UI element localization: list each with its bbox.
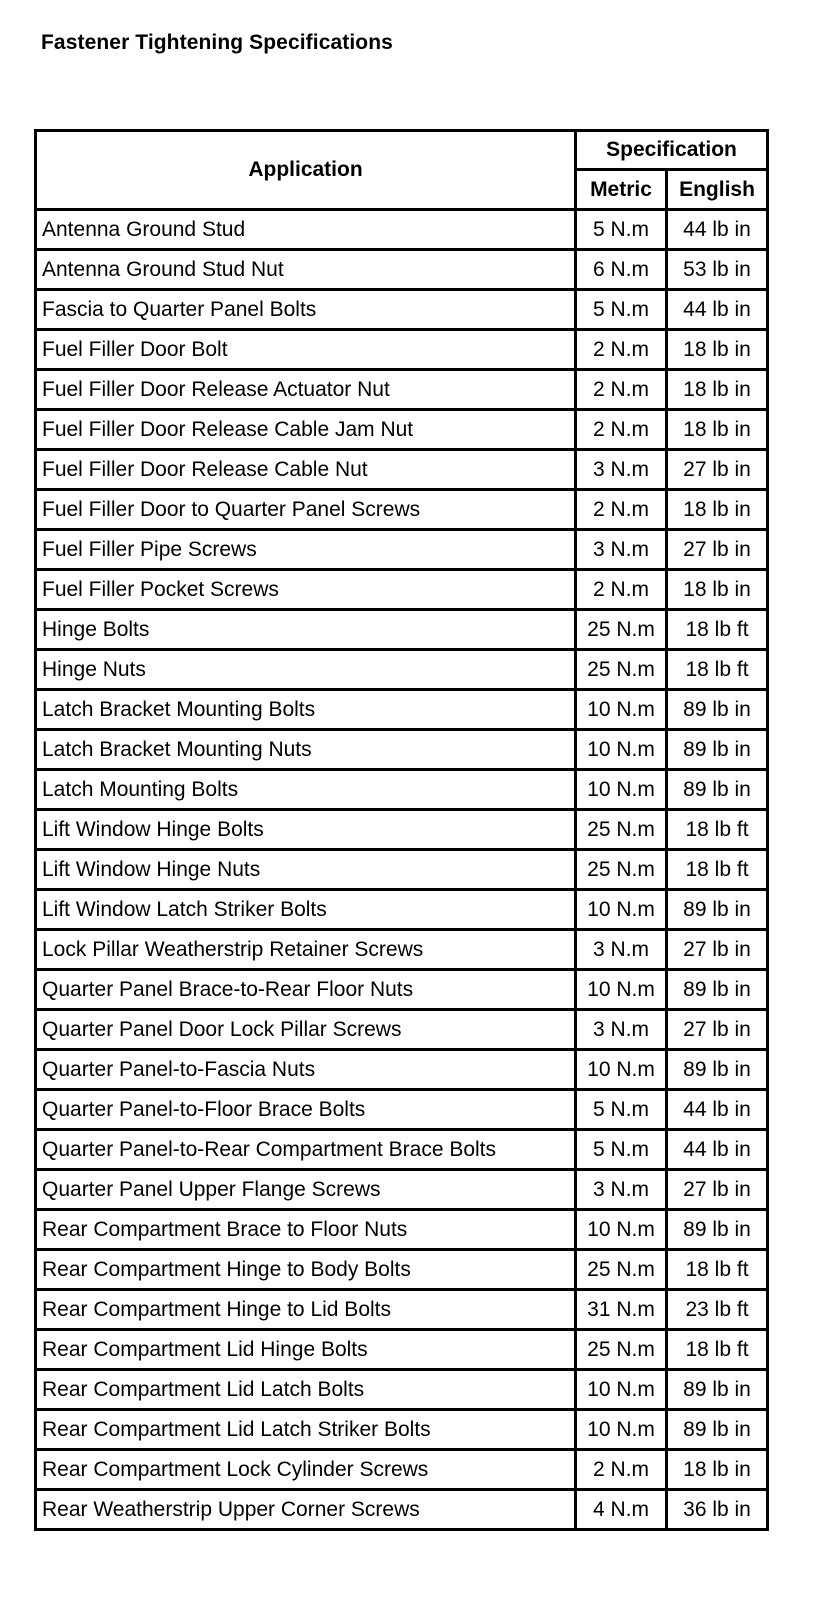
- application-cell: Latch Mounting Bolts: [36, 770, 576, 810]
- application-cell: Rear Compartment Brace to Floor Nuts: [36, 1210, 576, 1250]
- page-title: Fastener Tightening Specifications: [41, 31, 393, 54]
- table-row: [36, 330, 768, 370]
- english-cell: 89 lb in: [667, 730, 768, 770]
- metric-column-header: Metric: [576, 170, 667, 210]
- application-cell: Fuel Filler Door Release Actuator Nut: [36, 370, 576, 410]
- english-cell: 18 lb ft: [667, 850, 768, 890]
- application-cell: Hinge Bolts: [36, 610, 576, 650]
- table-row: [36, 410, 768, 450]
- english-cell: 89 lb in: [667, 690, 768, 730]
- table-row: [36, 570, 768, 610]
- application-cell: Rear Compartment Lock Cylinder Screws: [36, 1450, 576, 1490]
- table-row: [36, 650, 768, 690]
- metric-cell: 10 N.m: [576, 690, 667, 730]
- english-column-header: English: [667, 170, 768, 210]
- english-cell: 27 lb in: [667, 1010, 768, 1050]
- fastener-spec-table: [34, 129, 769, 1531]
- table-row: [36, 1210, 768, 1250]
- application-cell: Antenna Ground Stud: [36, 210, 576, 250]
- metric-cell: 25 N.m: [576, 1330, 667, 1370]
- english-cell: 89 lb in: [667, 770, 768, 810]
- english-cell: 18 lb ft: [667, 1330, 768, 1370]
- english-cell: 36 lb in: [667, 1490, 768, 1530]
- application-cell: Quarter Panel-to-Floor Brace Bolts: [36, 1090, 576, 1130]
- english-cell: 89 lb in: [667, 1210, 768, 1250]
- application-cell: Quarter Panel-to-Fascia Nuts: [36, 1050, 576, 1090]
- english-cell: 18 lb ft: [667, 650, 768, 690]
- metric-cell: 6 N.m: [576, 250, 667, 290]
- table-row: [36, 370, 768, 410]
- header-row-top: [36, 131, 768, 170]
- table-row: [36, 1330, 768, 1370]
- metric-cell: 2 N.m: [576, 570, 667, 610]
- metric-cell: 10 N.m: [576, 730, 667, 770]
- table-row: [36, 1290, 768, 1330]
- metric-cell: 10 N.m: [576, 890, 667, 930]
- table-row: [36, 1090, 768, 1130]
- english-cell: 44 lb in: [667, 290, 768, 330]
- english-cell: 44 lb in: [667, 1130, 768, 1170]
- application-cell: Hinge Nuts: [36, 650, 576, 690]
- english-cell: 18 lb ft: [667, 810, 768, 850]
- application-cell: Lift Window Hinge Nuts: [36, 850, 576, 890]
- english-cell: 18 lb in: [667, 490, 768, 530]
- english-cell: 89 lb in: [667, 1410, 768, 1450]
- english-cell: 89 lb in: [667, 970, 768, 1010]
- metric-cell: 10 N.m: [576, 970, 667, 1010]
- table-row: [36, 1130, 768, 1170]
- application-cell: Rear Compartment Hinge to Lid Bolts: [36, 1290, 576, 1330]
- metric-cell: 10 N.m: [576, 1210, 667, 1250]
- metric-cell: 5 N.m: [576, 1130, 667, 1170]
- english-cell: 27 lb in: [667, 1170, 768, 1210]
- table-row: [36, 1450, 768, 1490]
- table-row: [36, 970, 768, 1010]
- english-cell: 18 lb in: [667, 330, 768, 370]
- application-cell: Lift Window Hinge Bolts: [36, 810, 576, 850]
- application-cell: Fascia to Quarter Panel Bolts: [36, 290, 576, 330]
- application-cell: Rear Compartment Lid Latch Striker Bolts: [36, 1410, 576, 1450]
- metric-cell: 2 N.m: [576, 490, 667, 530]
- application-cell: Latch Bracket Mounting Bolts: [36, 690, 576, 730]
- application-cell: Lock Pillar Weatherstrip Retainer Screws: [36, 930, 576, 970]
- english-cell: 18 lb ft: [667, 610, 768, 650]
- table-row: [36, 810, 768, 850]
- application-cell: Quarter Panel Brace-to-Rear Floor Nuts: [36, 970, 576, 1010]
- application-cell: Antenna Ground Stud Nut: [36, 250, 576, 290]
- metric-cell: 5 N.m: [576, 210, 667, 250]
- english-cell: 18 lb in: [667, 370, 768, 410]
- english-cell: 18 lb in: [667, 410, 768, 450]
- english-cell: 89 lb in: [667, 1050, 768, 1090]
- metric-cell: 2 N.m: [576, 330, 667, 370]
- metric-cell: 10 N.m: [576, 1050, 667, 1090]
- table-row: [36, 1050, 768, 1090]
- english-cell: 27 lb in: [667, 450, 768, 490]
- metric-cell: 2 N.m: [576, 1450, 667, 1490]
- metric-cell: 10 N.m: [576, 1370, 667, 1410]
- table-row: [36, 690, 768, 730]
- metric-cell: 3 N.m: [576, 530, 667, 570]
- table-row: [36, 930, 768, 970]
- english-cell: 27 lb in: [667, 930, 768, 970]
- table-row: [36, 490, 768, 530]
- metric-cell: 3 N.m: [576, 1010, 667, 1050]
- table-row: [36, 770, 768, 810]
- table-row: [36, 290, 768, 330]
- metric-cell: 5 N.m: [576, 290, 667, 330]
- english-cell: 27 lb in: [667, 530, 768, 570]
- application-cell: Quarter Panel Upper Flange Screws: [36, 1170, 576, 1210]
- metric-cell: 4 N.m: [576, 1490, 667, 1530]
- english-cell: 23 lb ft: [667, 1290, 768, 1330]
- metric-cell: 3 N.m: [576, 450, 667, 490]
- metric-cell: 2 N.m: [576, 410, 667, 450]
- table-row: [36, 1370, 768, 1410]
- application-cell: Fuel Filler Door Release Cable Jam Nut: [36, 410, 576, 450]
- specification-column-header: Specification: [576, 131, 768, 170]
- english-cell: 44 lb in: [667, 1090, 768, 1130]
- application-cell: Fuel Filler Door to Quarter Panel Screws: [36, 490, 576, 530]
- english-cell: 44 lb in: [667, 210, 768, 250]
- application-cell: Fuel Filler Pocket Screws: [36, 570, 576, 610]
- english-cell: 53 lb in: [667, 250, 768, 290]
- table-row: [36, 450, 768, 490]
- application-cell: Fuel Filler Pipe Screws: [36, 530, 576, 570]
- metric-cell: 5 N.m: [576, 1090, 667, 1130]
- metric-cell: 25 N.m: [576, 810, 667, 850]
- table-row: [36, 250, 768, 290]
- table-header: [36, 131, 768, 210]
- metric-cell: 10 N.m: [576, 770, 667, 810]
- application-cell: Latch Bracket Mounting Nuts: [36, 730, 576, 770]
- table-body: [36, 210, 768, 1530]
- metric-cell: 25 N.m: [576, 850, 667, 890]
- table-row: [36, 1250, 768, 1290]
- table-row: [36, 1490, 768, 1530]
- metric-cell: 25 N.m: [576, 1250, 667, 1290]
- metric-cell: 3 N.m: [576, 930, 667, 970]
- table-row: [36, 1410, 768, 1450]
- application-column-header: Application: [36, 131, 576, 210]
- table-row: [36, 530, 768, 570]
- metric-cell: 2 N.m: [576, 370, 667, 410]
- application-cell: Rear Weatherstrip Upper Corner Screws: [36, 1490, 576, 1530]
- table-row: [36, 1010, 768, 1050]
- application-cell: Fuel Filler Door Release Cable Nut: [36, 450, 576, 490]
- table-row: [36, 890, 768, 930]
- metric-cell: 10 N.m: [576, 1410, 667, 1450]
- metric-cell: 25 N.m: [576, 610, 667, 650]
- application-cell: Fuel Filler Door Bolt: [36, 330, 576, 370]
- application-cell: Rear Compartment Lid Hinge Bolts: [36, 1330, 576, 1370]
- english-cell: 89 lb in: [667, 1370, 768, 1410]
- table-row: [36, 210, 768, 250]
- english-cell: 18 lb ft: [667, 1250, 768, 1290]
- table-row: [36, 1170, 768, 1210]
- english-cell: 89 lb in: [667, 890, 768, 930]
- application-cell: Quarter Panel Door Lock Pillar Screws: [36, 1010, 576, 1050]
- application-cell: Rear Compartment Hinge to Body Bolts: [36, 1250, 576, 1290]
- application-cell: Rear Compartment Lid Latch Bolts: [36, 1370, 576, 1410]
- application-cell: Quarter Panel-to-Rear Compartment Brace Bolts: [36, 1130, 576, 1170]
- table-row: [36, 730, 768, 770]
- table-row: [36, 850, 768, 890]
- application-cell: Lift Window Latch Striker Bolts: [36, 890, 576, 930]
- metric-cell: 25 N.m: [576, 650, 667, 690]
- english-cell: 18 lb in: [667, 1450, 768, 1490]
- table-row: [36, 610, 768, 650]
- english-cell: 18 lb in: [667, 570, 768, 610]
- metric-cell: 31 N.m: [576, 1290, 667, 1330]
- metric-cell: 3 N.m: [576, 1170, 667, 1210]
